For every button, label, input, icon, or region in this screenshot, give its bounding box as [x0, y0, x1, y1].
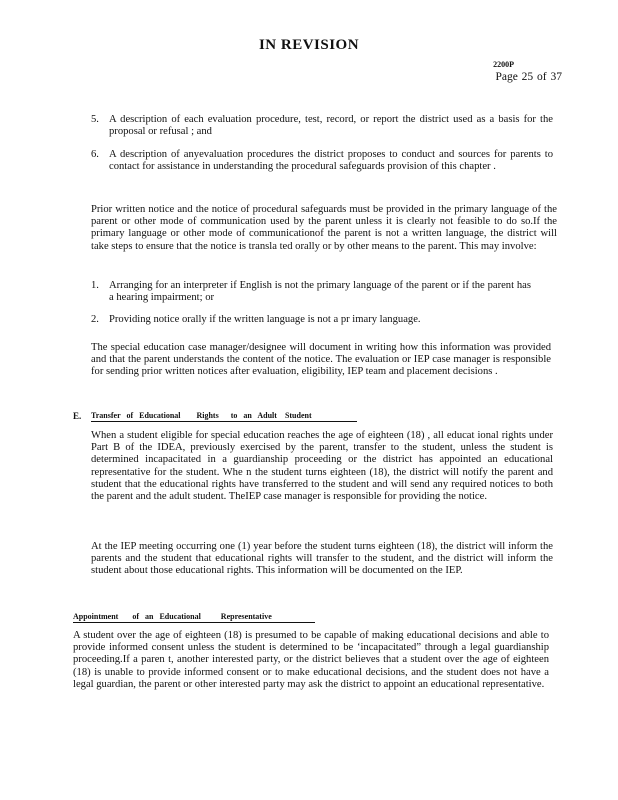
list-item [91, 314, 531, 326]
page-number: Page 25 of 37 [495, 71, 562, 83]
list-item-text: Providing notice orally if the written language is not a pr imary language. [109, 314, 421, 325]
list-item [91, 114, 553, 138]
list-item-number: 1. [91, 280, 99, 291]
list-item-number: 6. [91, 149, 99, 160]
document-code: 2200P [493, 60, 514, 69]
section-letter: E. [73, 411, 82, 421]
list-item-text: A description of each evaluation procedure, test, record, or report the district used as a basis for the proposal or refusal ; and [109, 114, 553, 138]
list-item-text: A description of anyevaluation procedures the district proposes to conduct and sources for parents to contact for assistance in understanding the procedural safeguards provision of this chapter . [109, 149, 553, 173]
list-item [91, 280, 531, 304]
list-item-number: 2. [91, 314, 99, 325]
paragraph-case-manager: The special education case manager/designee will document in writing how this information was provided and that the parent understands the content of the notice. The evaluation or IEP case manager is responsible for sending prior written notices after evaluation, eligibility, IEP team and placement decisions . [91, 342, 551, 378]
paragraph-transfer-rights: When a student eligible for special education reaches the age of eighteen (18) , all educat ional rights under Part B of the IDEA, previously exercised by the parent, transfer to the student, unless the student is determined incapacitated in a guardianship proceeding or the district has appointed an educational representative for the student. Whe n the student turns eighteen (18), the district will notify the parent and student that the educational rights have transferred to the student and will send any required notices to both the parent and the adult student. TheIEP case manager is responsible for providing the notice. [91, 430, 553, 503]
paragraph-iep-meeting: At the IEP meeting occurring one (1) year before the student turns eighteen (18), the district will inform the parents and the student that educational rights will transfer to the student, and the district will inform the student about those educational rights. This information will be documented on the IEP. [91, 541, 553, 577]
list-item [91, 149, 553, 173]
document-title: IN REVISION [258, 37, 360, 53]
list-item-text: Arranging for an interpreter if English is not the primary language of the parent or if the parent has a hearing impairment; or [109, 280, 531, 304]
paragraph-representative: A student over the age of eighteen (18) is presumed to be capable of making educational decisions and able to provide informed consent unless the student is determined to be ‘incapacitated” through a legal guardianship proceeding.If a paren t, another interested party, or the district believes that a student over the age of eighteen (18) is unable to provide informed consent or to make educational decisions, and the student does not have a legal guardian, the parent or other interested party may ask the district to appoint an educational representative. [73, 630, 549, 690]
section-heading-transfer: Transfer of Educational Rights to an Adult Student [91, 411, 357, 422]
list-item-number: 5. [91, 114, 99, 125]
section-heading-representative: Appointment of an Educational Representative [73, 612, 315, 623]
paragraph-notice: Prior written notice and the notice of procedural safeguards must be provided in the primary language of the parent or other mode of communication used by the parent unless it is clearly not feasible to do so.If the primary language or other mode of communicationof the parent is not a written language, the district will take steps to ensure that the notice is transla ted orally or by other means to the parent. This may involve: [91, 204, 557, 252]
